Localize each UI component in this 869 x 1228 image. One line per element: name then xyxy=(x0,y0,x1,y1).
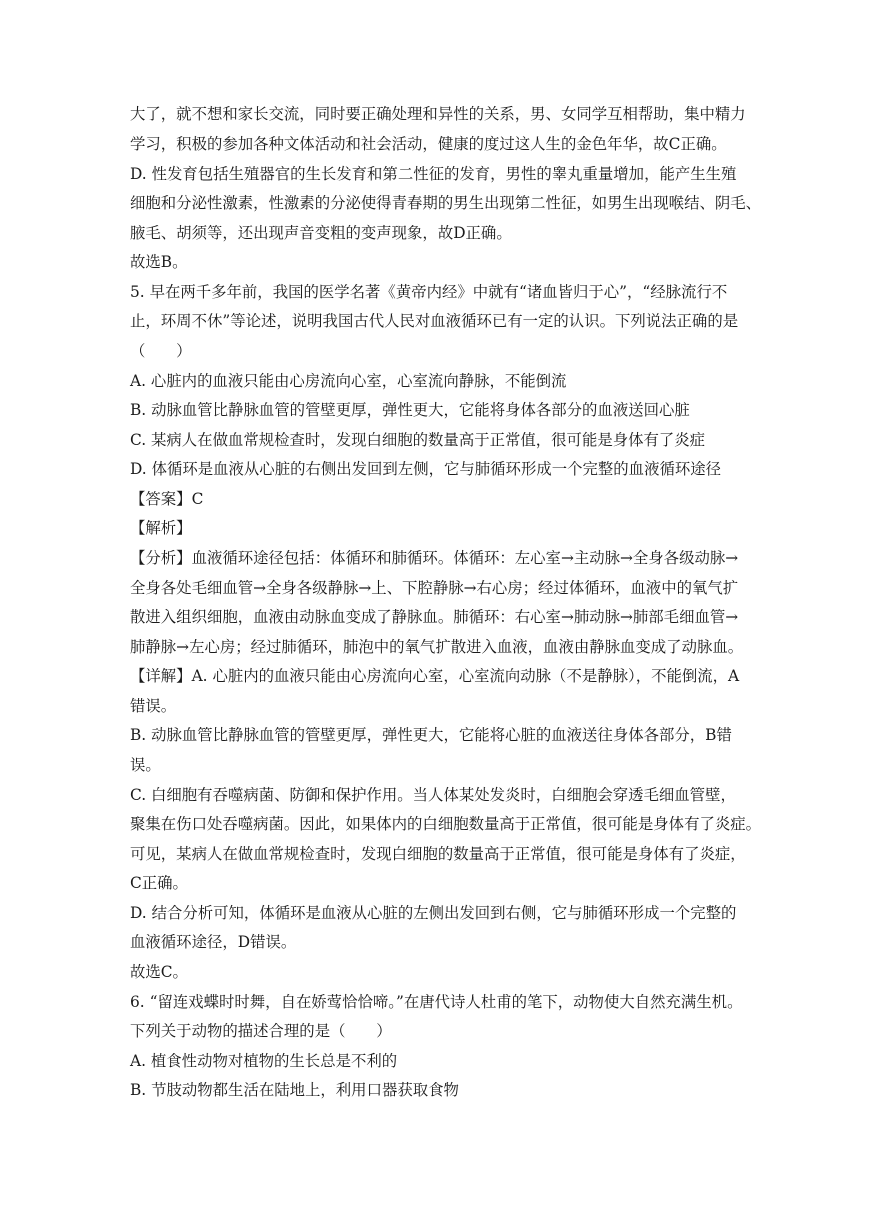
text-line: C正确。 xyxy=(130,874,188,892)
question-5-stem: 5. 早在两千多年前，我国的医学名著《黄帝内经》中就有“诸血皆归于心”，“经脉流行不 xyxy=(130,283,728,301)
question-5-stem: 止，环周不休”等论述，说明我国古代人民对血液循环已有一定的认识。下列说法正确的是 xyxy=(130,312,739,330)
question-6-stem: 下列关于动物的描述合理的是（ ） xyxy=(130,1022,392,1040)
analysis-heading: 【解析】 xyxy=(130,519,192,537)
option-b: B. 动脉血管比静脉血管的管壁更厚，弹性更大，它能将身体各部分的血液送回心脏 xyxy=(130,401,690,419)
text-line: 【详解】A. 心脏内的血液只能由心房流向心室，心室流向动脉（不是静脉），不能倒流，A xyxy=(130,667,740,685)
text-line: 肺静脉→左心房；经过肺循环，肺泡中的氧气扩散进入血液，血液由静脉血变成了动脉血。 xyxy=(130,638,744,656)
text-line: D. 性发育包括生殖器官的生长发育和第二性征的发育，男性的睾丸重量增加，能产生生殖 xyxy=(130,165,737,183)
text-line: 全身各处毛细血管→全身各级静脉→上、下腔静脉→右心房；经过体循环，血液中的氧气扩 xyxy=(130,579,739,597)
option-c: C. 某病人在做血常规检查时，发现白细胞的数量高于正常值，很可能是身体有了炎症 xyxy=(130,431,706,449)
text-line: 学习，积极的参加各种文体活动和社会活动，健康的度过这人生的金色年华，故C正确。 xyxy=(130,135,727,153)
option-b: B. 节肢动物都生活在陆地上，利用口器获取食物 xyxy=(130,1081,459,1099)
option-a: A. 心脏内的血液只能由心房流向心室，心室流向静脉，不能倒流 xyxy=(130,372,567,390)
text-line: 误。 xyxy=(130,756,161,774)
text-line: 血液循环途径，D错误。 xyxy=(130,933,297,951)
text-line: 【分析】血液循环途径包括：体循环和肺循环。体循环：左心室→主动脉→全身各级动脉→ xyxy=(130,549,739,567)
text-line: 细胞和分泌性激素，性激素的分泌使得青春期的男生出现第二性征，如男生出现喉结、阴毛、 xyxy=(130,194,762,212)
answer-label: 【答案】C xyxy=(130,490,204,508)
option-a: A. 植食性动物对植物的生长总是不利的 xyxy=(130,1052,398,1070)
text-line: 大了，就不想和家长交流，同时要正确处理和异性的关系，男、女同学互相帮助，集中精力 xyxy=(130,105,746,123)
text-line: 错误。 xyxy=(130,697,177,715)
text-line: B. 动脉血管比静脉血管的管壁更厚，弹性更大，它能将心脏的血液送往身体各部分，B错 xyxy=(130,726,732,744)
option-d: D. 体循环是血液从心脏的右侧出发回到左侧，它与肺循环形成一个完整的血液循环途径 xyxy=(130,460,722,478)
text-line: 腋毛、胡须等，还出现声音变粗的变声现象，故D正确。 xyxy=(130,224,512,242)
text-line: C. 白细胞有吞噬病菌、防御和保护作用。当人体某处发炎时，白细胞会穿透毛细血管壁， xyxy=(130,786,736,804)
question-5-blank: （ ） xyxy=(130,342,192,360)
text-line: 故选B。 xyxy=(130,253,188,271)
text-line: 散进入组织细胞，血液由动脉血变成了静脉血。肺循环：右心室→肺动脉→肺部毛细血管→ xyxy=(130,608,739,626)
text-line: D. 结合分析可知，体循环是血液从心脏的左侧出发回到右侧，它与肺循环形成一个完整的 xyxy=(130,904,737,922)
question-6-stem: 6. “留连戏蝶时时舞，自在娇莺恰恰啼。”在唐代诗人杜甫的笔下，动物使大自然充满生机。 xyxy=(130,993,743,1011)
text-line: 故选C。 xyxy=(130,963,188,981)
text-line: 可见，某病人在做血常规检查时，发现白细胞的数量高于正常值，很可能是身体有了炎症， xyxy=(130,845,746,863)
text-line: 聚集在伤口处吞噬病菌。因此，如果体内的白细胞数量高于正常值，很可能是身体有了炎症。 xyxy=(130,815,762,833)
